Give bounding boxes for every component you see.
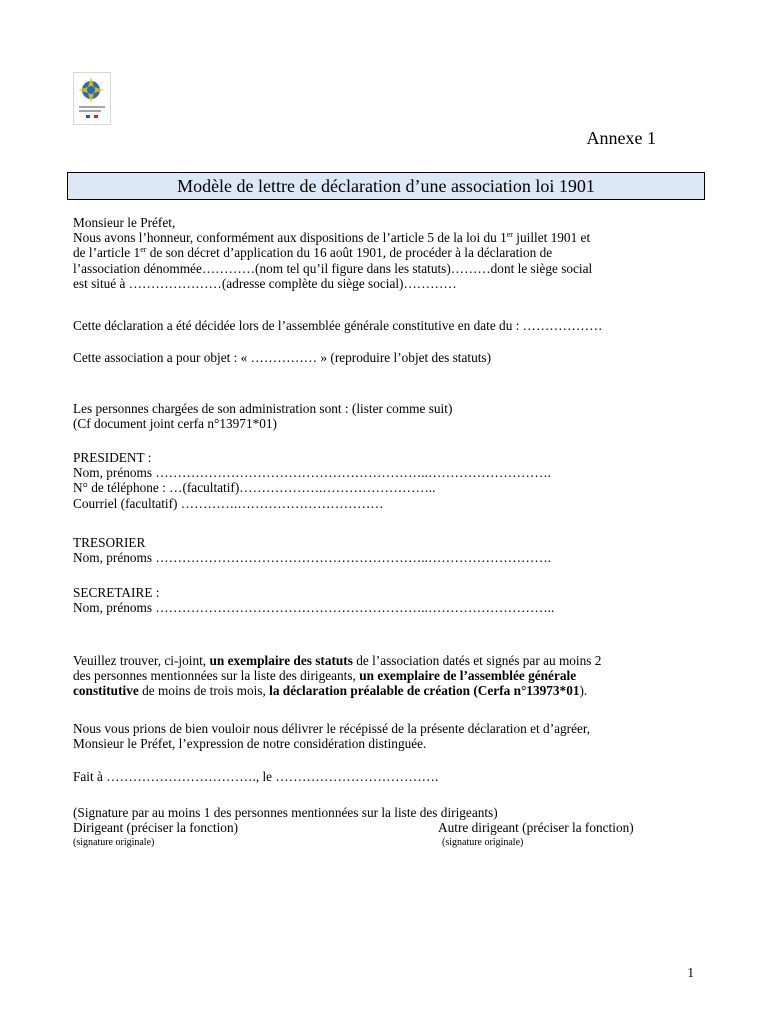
prefecture-logo: [73, 72, 111, 125]
logo-graphic: [74, 73, 110, 124]
enclosure-line-1: Veuillez trouver, ci-joint, un exemplaire des statuts de l’association datés et signés par au moins 2: [73, 653, 602, 668]
admin-line-1: Les personnes chargées de son administration sont : (lister comme suit): [73, 401, 453, 416]
flag-white: [90, 115, 94, 118]
dirigeant-right-label: Autre dirigeant (préciser la fonction): [438, 820, 634, 835]
document-title-box: [67, 172, 705, 200]
salutation: Monsieur le Préfet,: [73, 215, 176, 230]
place-date-field: Fait à ……………………………., le ……………………………….: [73, 769, 439, 784]
signatories-row: [73, 820, 698, 836]
signature-note: [73, 805, 698, 820]
flag-blue: [86, 115, 90, 118]
fait-line: [73, 769, 698, 784]
logo-text-line-1: [79, 106, 105, 108]
document-title: Modèle de lettre de déclaration d’une association loi 1901: [177, 175, 595, 196]
secretaire-name-field: Nom, prénoms ……………………………………………………..………………………..: [73, 600, 555, 616]
closing-line-2: Monsieur le Préfet, l’expression de notre considération distinguée.: [73, 736, 427, 752]
intro-line-4: est situé à …………………(adresse complète du siège social)…………: [73, 275, 457, 291]
secretaire-heading: SECRETAIRE :: [73, 585, 160, 600]
signature-left-label: (signature originale): [73, 837, 155, 848]
enclosure-paragraph: [73, 653, 698, 699]
logo-center: [87, 86, 95, 94]
intro-line-3: l’association dénommée…………(nom tel qu’il figure dans les statuts)………dont le siège social: [73, 260, 593, 276]
signature-instruction: (Signature par au moins 1 des personnes mentionnées sur la liste des dirigeants): [73, 805, 498, 820]
salutation-block: [73, 215, 698, 291]
dirigeant-left-label: Dirigeant (préciser la fonction): [73, 820, 239, 835]
objet-paragraph: [73, 350, 698, 365]
signature-right-label: (signature originale): [442, 837, 524, 848]
logo-text-line-2: [79, 110, 101, 112]
president-name-field: Nom, prénoms ……………………………………………………..……………………….: [73, 465, 551, 481]
secretaire-section: [73, 585, 698, 615]
tresorier-section: [73, 535, 698, 565]
tresorier-heading: TRESORIER: [73, 535, 146, 550]
signature-labels-row: [73, 837, 698, 853]
president-heading: PRESIDENT :: [73, 450, 152, 465]
president-email-field: Courriel (facultatif) ………….……………………………: [73, 495, 384, 511]
closing-line-1: Nous vous prions de bien vouloir nous délivrer le récépissé de la présente déclaration et d’agréer,: [73, 721, 591, 736]
president-section: [73, 450, 698, 511]
flag-red: [94, 115, 98, 118]
intro-line-2: de l’article 1er de son décret d’application du 16 août 1901, de procéder à la déclaration de: [73, 245, 553, 261]
tresorier-name-field: Nom, prénoms ……………………………………………………..……………………….: [73, 550, 551, 566]
admin-line-2: (Cf document joint cerfa n°13971*01): [73, 416, 277, 432]
decision-text: Cette déclaration a été décidée lors de l’assemblée générale constitutive en date du : ………………: [73, 318, 603, 333]
enclosure-line-2: des personnes mentionnées sur la liste des dirigeants, un exemplaire de l’assemblée générale: [73, 668, 577, 684]
decision-paragraph: [73, 318, 698, 333]
president-phone-field: N° de téléphone : …(facultatif)……………….……………………..: [73, 480, 436, 496]
annex-label: Annexe 1: [586, 128, 656, 148]
page-number: 1: [687, 965, 694, 980]
closing-paragraph: [73, 721, 698, 751]
administration-paragraph: [73, 401, 698, 431]
enclosure-line-3: constitutive de moins de trois mois, la déclaration préalable de création (Cerfa n°13973*01).: [73, 683, 588, 699]
intro-line-1: Nous avons l’honneur, conformément aux dispositions de l’article 5 de la loi du 1er juillet 1901 et: [73, 230, 591, 246]
objet-text: Cette association a pour objet : « …………… » (reproduire l’objet des statuts): [73, 350, 492, 365]
